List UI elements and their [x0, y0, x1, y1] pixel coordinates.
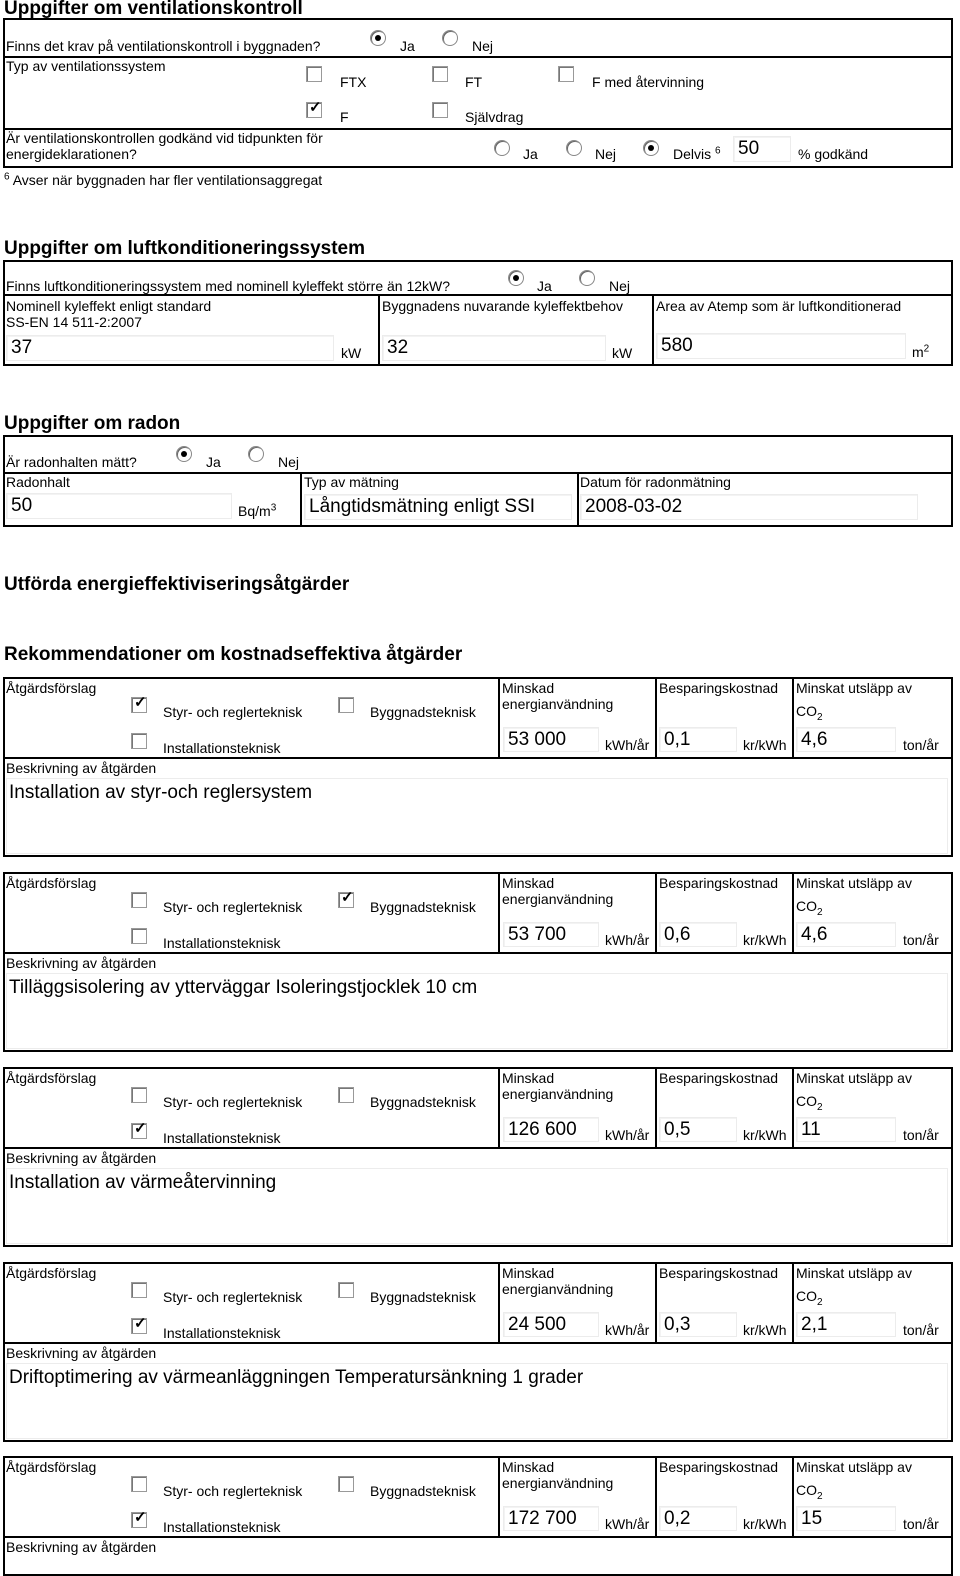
- description-field[interactable]: Driftoptimering av värmeanläggningen Temperatursänkning 1 grader: [6, 1363, 948, 1439]
- co2-label: $CO_2$: [796, 1288, 823, 1308]
- approved-yes-radio[interactable]: [494, 140, 510, 156]
- emission-label: Minskat utsläpp av: [796, 1070, 912, 1086]
- reduced-label-line1: Minskad: [502, 1070, 555, 1086]
- area-unit: $m^2$: [912, 343, 930, 360]
- cost-label: Besparingskostnad: [659, 1459, 779, 1475]
- radon-date-field[interactable]: 2008-03-02: [580, 494, 918, 520]
- inst-checkbox[interactable]: [131, 1315, 147, 1334]
- energy-unit: kWh/år: [605, 1322, 650, 1338]
- styr-label: Styr- och reglerteknisk: [163, 1094, 303, 1110]
- need-unit: kW: [612, 345, 633, 361]
- emission-label: Minskat utsläpp av: [796, 1265, 912, 1281]
- styr-checkbox[interactable]: [131, 892, 147, 908]
- description-field[interactable]: Installation av värmeåtervinning: [6, 1168, 948, 1244]
- emission-unit: ton/år: [903, 737, 939, 753]
- ventilation-title: Uppgifter om ventilationskontroll: [4, 0, 303, 19]
- co2-label: $CO_2$: [796, 703, 823, 723]
- proposal-label: Åtgärdsförslag: [6, 680, 97, 696]
- ac-no-label: Nej: [609, 278, 631, 294]
- cost-unit: kr/kWh: [743, 932, 787, 948]
- co2-label: $CO_2$: [796, 898, 823, 918]
- radio-selected-dot: [375, 35, 381, 41]
- area-field[interactable]: 580: [656, 333, 906, 359]
- check-mark-icon: ✓: [134, 694, 147, 711]
- reduced-label-line1: Minskad: [502, 1265, 555, 1281]
- energy-field[interactable]: 53 700: [503, 922, 599, 947]
- nominal-label-line1: Nominell kyleffekt enligt standard: [6, 298, 212, 314]
- styr-checkbox[interactable]: [131, 1087, 147, 1103]
- approved-no-radio[interactable]: [566, 140, 582, 156]
- type-ftx-checkbox[interactable]: [306, 66, 322, 82]
- proposal-label: Åtgärdsförslag: [6, 1070, 97, 1086]
- area-label: Area av Atemp som är luftkonditionerad: [656, 298, 902, 314]
- emission-label: Minskat utsläpp av: [796, 680, 912, 696]
- cost-label: Besparingskostnad: [659, 1265, 779, 1281]
- proposal-label: Åtgärdsförslag: [6, 875, 97, 891]
- type-f-recovery-label: F med återvinning: [592, 74, 705, 90]
- styr-label: Styr- och reglerteknisk: [163, 1289, 303, 1305]
- radon-level-unit: $Bq/m^3$: [238, 502, 277, 519]
- krav-question: Finns det krav på ventilationskontroll i byggnaden?: [6, 38, 321, 54]
- ac-yes-radio[interactable]: [508, 270, 524, 286]
- type-f-recovery-checkbox[interactable]: [558, 66, 574, 82]
- radon-title: Uppgifter om radon: [4, 413, 181, 434]
- radon-no-radio[interactable]: [248, 446, 264, 462]
- styr-label: Styr- och reglerteknisk: [163, 704, 303, 720]
- check-mark-icon: ✓: [134, 1120, 147, 1137]
- inst-checkbox[interactable]: [131, 1120, 147, 1139]
- description-label: Beskrivning av åtgärden: [6, 955, 157, 971]
- emission-field[interactable]: 15: [796, 1506, 896, 1531]
- check-mark-icon: ✓: [134, 1509, 147, 1526]
- radon-type-label: Typ av mätning: [304, 474, 399, 490]
- cost-unit: kr/kWh: [743, 1516, 787, 1532]
- description-label: Beskrivning av åtgärden: [6, 760, 157, 776]
- krav-yes-radio[interactable]: [370, 30, 386, 46]
- emission-field[interactable]: 11: [796, 1117, 896, 1142]
- energy-unit: kWh/år: [605, 1516, 650, 1532]
- radon-yes-label: Ja: [206, 454, 221, 470]
- footnote: $^6$ Avser när byggnaden har fler ventilationsaggregat: [4, 171, 323, 188]
- check-mark-icon: ✓: [341, 889, 354, 906]
- radio-selected-dot: [181, 451, 187, 457]
- check-mark-icon: ✓: [134, 1315, 147, 1332]
- energy-unit: kWh/år: [605, 932, 650, 948]
- type-ft-checkbox[interactable]: [432, 66, 448, 82]
- inst-checkbox[interactable]: [131, 928, 147, 944]
- approved-question-line1: Är ventilationskontrollen godkänd vid tidpunkten för: [6, 130, 323, 146]
- emission-unit: ton/år: [903, 1322, 939, 1338]
- approved-no-label: Nej: [595, 146, 617, 162]
- proposal-label: Åtgärdsförslag: [6, 1459, 97, 1475]
- ac-no-radio[interactable]: [579, 270, 595, 286]
- done-measures-title: Utförda energieffektiviseringsåtgärder: [4, 574, 350, 595]
- reduced-label-line2: energianvändning: [502, 1281, 614, 1297]
- krav-no-radio[interactable]: [442, 30, 458, 46]
- ac-yes-label: Ja: [537, 278, 552, 294]
- emission-field[interactable]: 4,6: [796, 922, 896, 947]
- cost-field[interactable]: 0,3: [659, 1312, 737, 1337]
- inst-label: Installationsteknisk: [163, 1519, 281, 1535]
- bygg-checkbox[interactable]: [338, 1282, 354, 1298]
- energy-field[interactable]: 53 000: [503, 727, 599, 752]
- inst-checkbox[interactable]: [131, 733, 147, 749]
- energy-unit: kWh/år: [605, 1127, 650, 1143]
- ac-title: Uppgifter om luftkonditioneringssystem: [4, 238, 366, 259]
- bygg-checkbox[interactable]: [338, 1087, 354, 1103]
- cooling-need-field[interactable]: 32: [382, 335, 606, 361]
- radon-level-label: Radonhalt: [6, 474, 70, 490]
- reduced-label-line2: energianvändning: [502, 1086, 614, 1102]
- nominal-label-line2: SS-EN 14 511-2:2007: [6, 314, 142, 330]
- approved-yes-label: Ja: [523, 146, 538, 162]
- bygg-checkbox[interactable]: [338, 1476, 354, 1492]
- description-field[interactable]: Tilläggsisolering av ytterväggar Isoleringstjocklek 10 cm: [6, 973, 948, 1049]
- cost-field[interactable]: 0,1: [659, 727, 737, 752]
- type-f-checkbox[interactable]: [306, 99, 322, 118]
- co2-label: $CO_2$: [796, 1093, 823, 1113]
- type-f-label: F: [340, 109, 349, 125]
- type-sjalvdrag-label: Självdrag: [465, 109, 524, 125]
- emission-unit: ton/år: [903, 932, 939, 948]
- check-mark-icon: ✓: [309, 99, 322, 116]
- emission-label: Minskat utsläpp av: [796, 1459, 912, 1475]
- bygg-checkbox[interactable]: [338, 889, 354, 908]
- approved-question-line2: energideklarationen?: [6, 146, 137, 162]
- description-label: Beskrivning av åtgärden: [6, 1539, 157, 1555]
- reduced-label-line1: Minskad: [502, 875, 555, 891]
- type-ft-label: FT: [465, 74, 483, 90]
- percent-unit: % godkänd: [798, 146, 869, 162]
- approved-partly-radio[interactable]: [643, 140, 659, 156]
- proposal-label: Åtgärdsförslag: [6, 1265, 97, 1281]
- ac-question: Finns luftkonditioneringssystem med nominell kyleffekt större än 12kW?: [6, 278, 451, 294]
- radio-selected-dot: [648, 145, 654, 151]
- radon-question: Är radonhalten mätt?: [6, 454, 137, 470]
- reduced-label-line1: Minskad: [502, 680, 555, 696]
- inst-label: Installationsteknisk: [163, 1325, 281, 1341]
- styr-label: Styr- och reglerteknisk: [163, 899, 303, 915]
- radon-type-field[interactable]: Långtidsmätning enligt SSI: [304, 494, 572, 520]
- styr-label: Styr- och reglerteknisk: [163, 1483, 303, 1499]
- type-ftx-label: FTX: [340, 74, 367, 90]
- bygg-label: Byggnadsteknisk: [370, 704, 476, 720]
- emission-unit: ton/år: [903, 1516, 939, 1532]
- bygg-label: Byggnadsteknisk: [370, 1289, 476, 1305]
- krav-no-label: Nej: [472, 38, 494, 54]
- energy-field[interactable]: 126 600: [503, 1117, 599, 1142]
- emission-unit: ton/år: [903, 1127, 939, 1143]
- bygg-label: Byggnadsteknisk: [370, 899, 476, 915]
- description-field[interactable]: Installation av styr-och reglersystem: [6, 778, 948, 854]
- inst-label: Installationsteknisk: [163, 935, 281, 951]
- styr-checkbox[interactable]: [131, 1476, 147, 1492]
- cost-field[interactable]: 0,6: [659, 922, 737, 947]
- cost-label: Besparingskostnad: [659, 875, 779, 891]
- percent-approved-field[interactable]: 50: [733, 136, 791, 162]
- description-label: Beskrivning av åtgärden: [6, 1345, 157, 1361]
- need-label: Byggnadens nuvarande kyleffektbehov: [382, 298, 624, 314]
- type-sjalvdrag-checkbox[interactable]: [432, 102, 448, 118]
- approved-partly-label: Delvis $^6$: [673, 145, 721, 162]
- emission-field[interactable]: 4,6: [796, 727, 896, 752]
- cost-field[interactable]: 0,5: [659, 1117, 737, 1142]
- bygg-checkbox[interactable]: [338, 697, 354, 713]
- cost-label: Besparingskostnad: [659, 1070, 779, 1086]
- radon-yes-radio[interactable]: [176, 446, 192, 462]
- radio-selected-dot: [513, 275, 519, 281]
- radon-level-field[interactable]: 50: [6, 493, 232, 519]
- inst-label: Installationsteknisk: [163, 740, 281, 756]
- nominal-cooling-field[interactable]: 37: [6, 335, 334, 361]
- cost-unit: kr/kWh: [743, 737, 787, 753]
- cost-unit: kr/kWh: [743, 1127, 787, 1143]
- inst-label: Installationsteknisk: [163, 1130, 281, 1146]
- reduced-label-line1: Minskad: [502, 1459, 555, 1475]
- description-label: Beskrivning av åtgärden: [6, 1150, 157, 1166]
- inst-checkbox[interactable]: [131, 1509, 147, 1528]
- bygg-label: Byggnadsteknisk: [370, 1094, 476, 1110]
- bygg-label: Byggnadsteknisk: [370, 1483, 476, 1499]
- reduced-label-line2: energianvändning: [502, 696, 614, 712]
- energy-field[interactable]: 24 500: [503, 1312, 599, 1337]
- radon-date-label: Datum för radonmätning: [580, 474, 731, 490]
- styr-checkbox[interactable]: [131, 694, 147, 713]
- cost-unit: kr/kWh: [743, 1322, 787, 1338]
- recommendations-title: Rekommendationer om kostnadseffektiva åtgärder: [4, 644, 463, 665]
- energy-field[interactable]: 172 700: [503, 1506, 599, 1531]
- krav-yes-label: Ja: [400, 38, 415, 54]
- reduced-label-line2: energianvändning: [502, 891, 614, 907]
- nominal-unit: kW: [341, 345, 362, 361]
- cost-field[interactable]: 0,2: [659, 1506, 737, 1531]
- emission-field[interactable]: 2,1: [796, 1312, 896, 1337]
- reduced-label-line2: energianvändning: [502, 1475, 614, 1491]
- styr-checkbox[interactable]: [131, 1282, 147, 1298]
- emission-label: Minskat utsläpp av: [796, 875, 912, 891]
- co2-label: $CO_2$: [796, 1482, 823, 1502]
- vent-type-label: Typ av ventilationssystem: [6, 58, 166, 74]
- energy-unit: kWh/år: [605, 737, 650, 753]
- radon-no-label: Nej: [278, 454, 300, 470]
- cost-label: Besparingskostnad: [659, 680, 779, 696]
